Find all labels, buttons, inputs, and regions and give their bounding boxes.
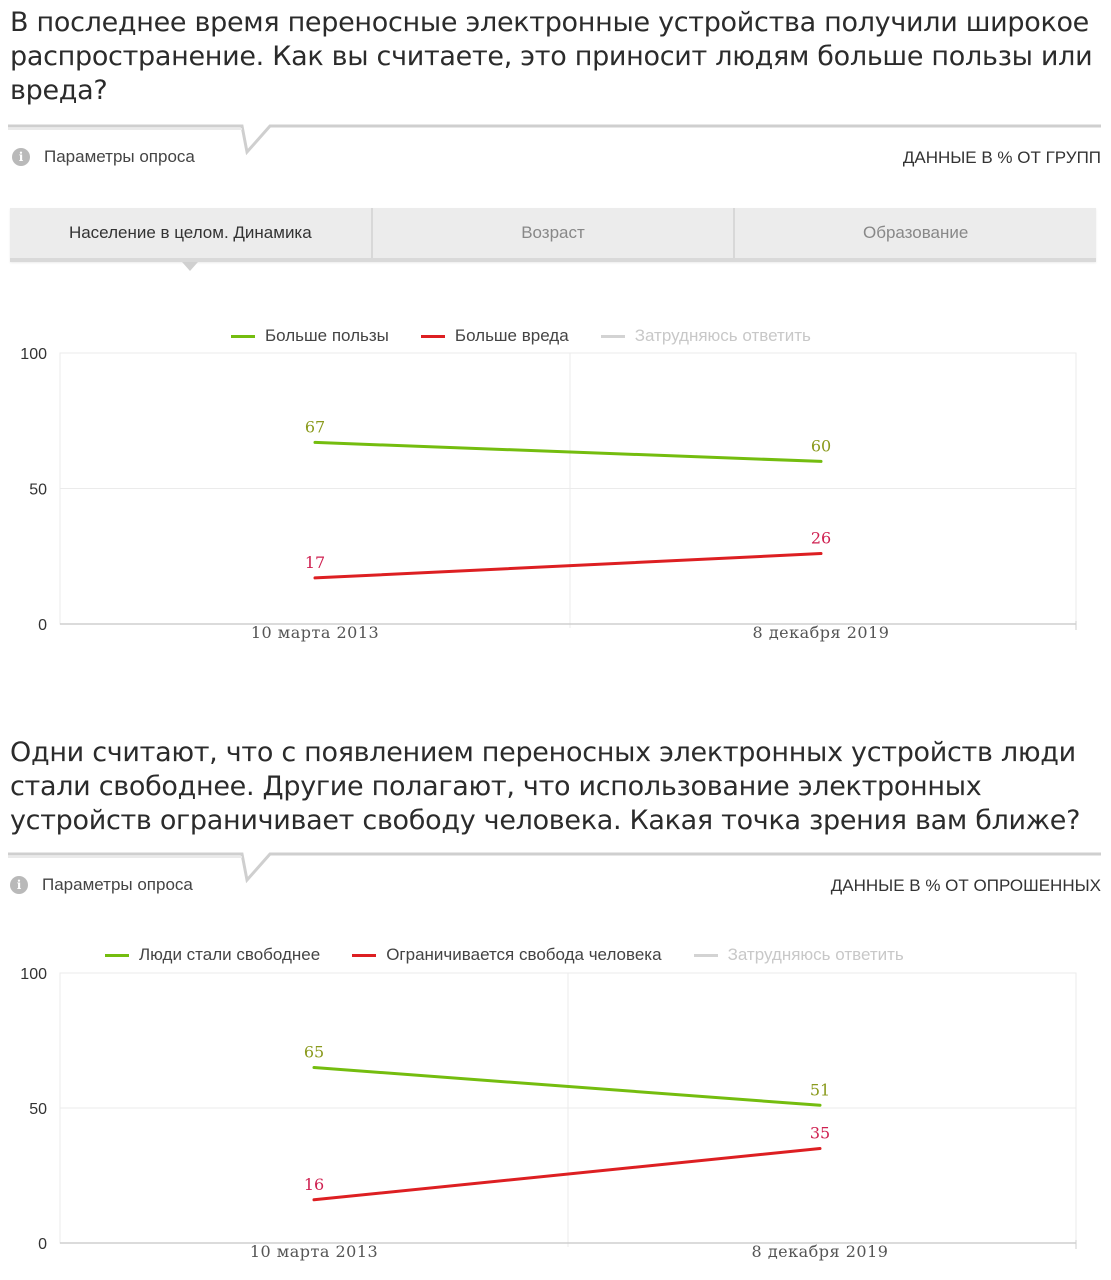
data-label: 51 bbox=[809, 1080, 831, 1100]
legend-label: Ограничивается свобода человека bbox=[386, 945, 662, 964]
y-tick-label: 0 bbox=[38, 617, 47, 634]
survey-params-label: Параметры опроса bbox=[44, 147, 195, 166]
tab-label: Возраст bbox=[521, 223, 585, 242]
x-tick-label: 10 марта 2013 bbox=[250, 623, 380, 642]
y-tick-label: 50 bbox=[29, 481, 47, 499]
data-units-label-1: ДАННЫЕ В % ОТ ГРУПП bbox=[902, 148, 1101, 167]
question-2-title: Одни считают, что с появлением переносных электронных устройств люди стали свободнее. Другие полагают, что использование электронных устройств ограничивает свободу человека. Какая точка зрения вам ближе? bbox=[10, 737, 1081, 836]
info-icon: i bbox=[12, 148, 30, 166]
legend-label: Больше пользы bbox=[265, 326, 389, 345]
data-label: 67 bbox=[304, 417, 326, 437]
x-tick-label: 8 декабря 2019 bbox=[751, 1242, 889, 1261]
data-units-label-2: ДАННЫЕ В % ОТ ОПРОШЕННЫХ bbox=[830, 876, 1101, 895]
y-tick-label: 0 bbox=[38, 1236, 47, 1253]
legend-label: Больше вреда bbox=[454, 326, 569, 345]
x-tick-label: 8 декабря 2019 bbox=[752, 623, 890, 642]
y-tick-label: 50 bbox=[29, 1101, 47, 1118]
data-label: 60 bbox=[810, 436, 832, 456]
data-label: 26 bbox=[810, 528, 832, 548]
survey-params-label: Параметры опроса bbox=[42, 875, 193, 894]
x-tick-label: 10 марта 2013 bbox=[249, 1242, 379, 1261]
y-tick-label: 100 bbox=[20, 966, 47, 983]
legend-label: Затрудняюсь ответить bbox=[634, 326, 811, 345]
tab-label: Население в целом. Динамика bbox=[68, 223, 312, 242]
question-1-title: В последнее время переносные электронные устройства получили широкое распространение. Как вы считаете, это приносит людям больше пользы или вреда? bbox=[10, 7, 1093, 106]
legend-label: Люди стали свободнее bbox=[139, 945, 321, 964]
y-tick-label: 100 bbox=[20, 346, 47, 363]
series-line-red bbox=[314, 1149, 820, 1200]
tab-label: Образование bbox=[862, 223, 969, 242]
data-label: 35 bbox=[809, 1123, 831, 1143]
legend-label: Затрудняюсь ответить bbox=[727, 945, 904, 964]
data-label: 16 bbox=[303, 1174, 325, 1194]
data-label: 17 bbox=[304, 552, 326, 572]
series-line-green bbox=[314, 1068, 820, 1106]
info-icon: i bbox=[10, 876, 28, 894]
data-label: 65 bbox=[303, 1042, 325, 1062]
